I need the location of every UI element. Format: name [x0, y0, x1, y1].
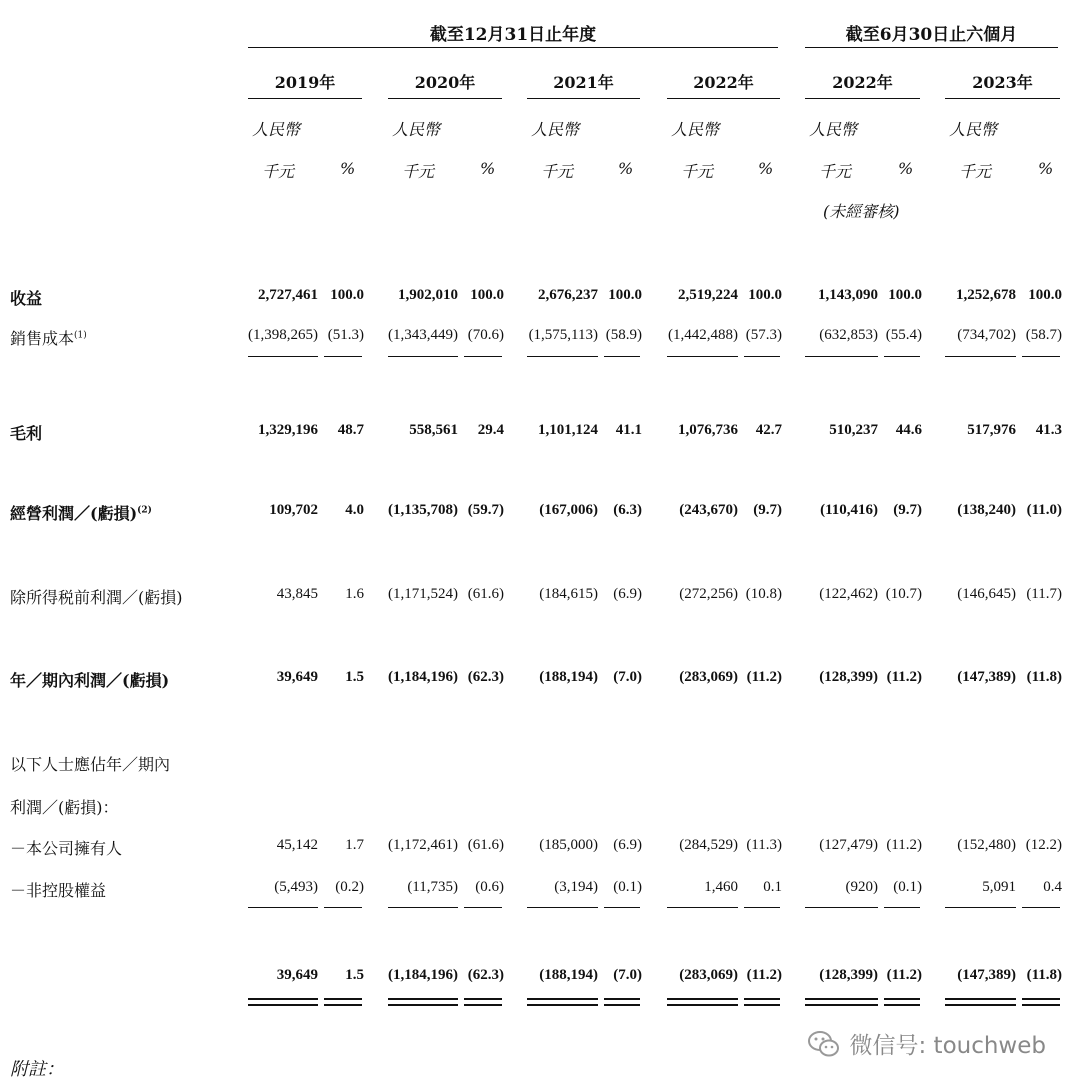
total-double-rule	[945, 998, 1016, 1006]
cell-amount: 2,519,224	[678, 287, 738, 303]
cell-percent: (0.6)	[475, 879, 504, 895]
year-header: 2023年	[972, 73, 1033, 92]
cell-amount: (1,343,449)	[388, 327, 458, 343]
cell-amount: (128,399)	[819, 967, 878, 983]
cell-amount: (1,184,196)	[388, 967, 458, 983]
unit-currency: 人民幣	[252, 120, 301, 139]
cell-amount: 1,143,090	[818, 287, 878, 303]
year-rule	[945, 98, 1060, 99]
cell-amount: (122,462)	[819, 586, 878, 602]
cell-percent: (11.2)	[886, 967, 922, 983]
unit-thousand: 千元	[541, 162, 574, 181]
cell-percent: (11.2)	[886, 837, 922, 853]
unit-currency: 人民幣	[671, 120, 720, 139]
unit-thousand: 千元	[681, 162, 714, 181]
unit-percent: %	[898, 159, 914, 178]
cell-percent: 4.0	[345, 502, 364, 518]
unit-currency: 人民幣	[531, 120, 580, 139]
unit-percent: %	[1038, 159, 1054, 178]
cell-percent: 0.4	[1043, 879, 1062, 895]
row-label: －非控股權益	[10, 881, 107, 900]
period-rule-annual	[248, 47, 778, 48]
subtotal-rule	[324, 356, 362, 357]
cell-percent: (0.1)	[613, 879, 642, 895]
row-label: 銷售成本$^{(1)}$	[10, 329, 87, 348]
cell-amount: (1,172,461)	[388, 837, 458, 853]
subtotal-rule	[527, 907, 598, 908]
cell-amount: 109,702	[269, 502, 318, 518]
cell-percent: (61.6)	[467, 586, 504, 602]
cell-amount: (920)	[845, 879, 878, 895]
row-label: 毛利	[10, 424, 43, 443]
cell-percent: (12.2)	[1025, 837, 1062, 853]
unaudited-note: (未經審核)	[823, 202, 900, 221]
cell-amount: (1,135,708)	[388, 502, 458, 518]
cell-percent: (11.0)	[1026, 502, 1062, 518]
row-label: 經營利潤／(虧損)$^{(2)}$	[10, 504, 152, 523]
cell-amount: (283,069)	[679, 669, 738, 685]
cell-percent: (58.7)	[1025, 327, 1062, 343]
year-rule	[248, 98, 362, 99]
cell-amount: 1,329,196	[258, 422, 318, 438]
subtotal-rule	[667, 907, 738, 908]
cell-amount: (146,645)	[957, 586, 1016, 602]
cell-amount: (152,480)	[957, 837, 1016, 853]
row-label: 以下人士應佔年／期內	[10, 755, 171, 774]
cell-amount: 5,091	[982, 879, 1016, 895]
subtotal-rule	[388, 356, 458, 357]
subtotal-rule	[324, 907, 362, 908]
cell-amount: (1,398,265)	[248, 327, 318, 343]
cell-percent: 1.7	[345, 837, 364, 853]
cell-percent: (11.2)	[746, 669, 782, 685]
unit-percent: %	[340, 159, 356, 178]
total-double-rule	[248, 998, 318, 1006]
cell-amount: (11,735)	[407, 879, 458, 895]
cell-amount: 558,561	[409, 422, 458, 438]
cell-amount: (284,529)	[679, 837, 738, 853]
cell-percent: (6.3)	[613, 502, 642, 518]
subtotal-rule	[464, 356, 502, 357]
cell-percent: (55.4)	[885, 327, 922, 343]
unit-currency: 人民幣	[949, 120, 998, 139]
footnote-heading: 附註：	[10, 1059, 64, 1080]
cell-amount: 1,101,124	[538, 422, 598, 438]
cell-percent: 44.6	[895, 422, 922, 438]
total-double-rule	[464, 998, 502, 1006]
cell-percent: 1.5	[345, 967, 364, 983]
subtotal-rule	[744, 907, 780, 908]
cell-amount: (147,389)	[957, 967, 1016, 983]
cell-percent: (6.9)	[613, 586, 642, 602]
cell-amount: (185,000)	[539, 837, 598, 853]
cell-amount: 1,252,678	[956, 287, 1016, 303]
unit-percent: %	[480, 159, 496, 178]
cell-amount: (188,194)	[539, 669, 598, 685]
cell-percent: 1.5	[345, 669, 364, 685]
cell-amount: (3,194)	[554, 879, 598, 895]
cell-percent: (7.0)	[613, 669, 642, 685]
subtotal-rule	[884, 907, 920, 908]
cell-percent: (59.7)	[467, 502, 504, 518]
cell-percent: 100.0	[888, 287, 922, 303]
subtotal-rule	[945, 356, 1016, 357]
cell-percent: 29.4	[477, 422, 504, 438]
cell-amount: 517,976	[967, 422, 1016, 438]
year-header: 2019年	[274, 73, 336, 92]
wechat-icon	[807, 1029, 841, 1059]
total-double-rule	[744, 998, 780, 1006]
row-label: 年／期內利潤／(虧損)	[10, 671, 170, 690]
cell-percent: (57.3)	[745, 327, 782, 343]
cell-percent: (62.3)	[467, 669, 504, 685]
cell-amount: 1,076,736	[678, 422, 738, 438]
cell-amount: (1,575,113)	[528, 327, 598, 343]
cell-percent: 100.0	[608, 287, 642, 303]
unit-thousand: 千元	[402, 162, 435, 181]
subtotal-rule	[805, 356, 878, 357]
unit-thousand: 千元	[819, 162, 852, 181]
subtotal-rule	[744, 356, 780, 357]
cell-amount: (283,069)	[679, 967, 738, 983]
cell-percent: 0.1	[763, 879, 782, 895]
cell-amount: (188,194)	[539, 967, 598, 983]
unit-percent: %	[618, 159, 634, 178]
total-double-rule	[324, 998, 362, 1006]
cell-percent: 48.7	[337, 422, 364, 438]
cell-percent: 100.0	[1028, 287, 1062, 303]
year-header: 2020年	[414, 73, 476, 92]
cell-amount: 1,460	[704, 879, 738, 895]
cell-percent: 42.7	[755, 422, 782, 438]
subtotal-rule	[604, 356, 640, 357]
year-rule	[667, 98, 780, 99]
cell-percent: 100.0	[330, 287, 364, 303]
year-rule	[805, 98, 920, 99]
cell-percent: (11.2)	[746, 967, 782, 983]
cell-percent: (58.9)	[605, 327, 642, 343]
subtotal-rule	[527, 356, 598, 357]
cell-amount: 2,676,237	[538, 287, 598, 303]
cell-percent: (11.8)	[1026, 967, 1062, 983]
cell-percent: (0.2)	[335, 879, 364, 895]
period-header-half: 截至6月30日止六個月	[845, 25, 1018, 45]
cell-percent: 41.3	[1035, 422, 1062, 438]
unit-currency: 人民幣	[809, 120, 858, 139]
cell-percent: (11.8)	[1026, 669, 1062, 685]
cell-percent: (7.0)	[613, 967, 642, 983]
cell-amount: (147,389)	[957, 669, 1016, 685]
cell-amount: 510,237	[829, 422, 878, 438]
year-rule	[527, 98, 640, 99]
cell-amount: (632,853)	[819, 327, 878, 343]
total-double-rule	[1022, 998, 1060, 1006]
footnote-ref: (2)	[137, 505, 152, 516]
cell-percent: (10.7)	[885, 586, 922, 602]
subtotal-rule	[884, 356, 920, 357]
cell-amount: (127,479)	[819, 837, 878, 853]
cell-amount: (138,240)	[957, 502, 1016, 518]
footnote-ref: (1)	[74, 330, 87, 341]
total-double-rule	[805, 998, 878, 1006]
cell-amount: (243,670)	[679, 502, 738, 518]
year-rule	[388, 98, 502, 99]
year-header: 2021年	[553, 73, 614, 92]
row-label: －本公司擁有人	[10, 839, 123, 858]
cell-amount: 39,649	[276, 967, 318, 983]
cell-percent: (62.3)	[467, 967, 504, 983]
cell-percent: 41.1	[615, 422, 642, 438]
cell-amount: (128,399)	[819, 669, 878, 685]
unit-percent: %	[758, 159, 774, 178]
cell-percent: (10.8)	[745, 586, 782, 602]
subtotal-rule	[388, 907, 458, 908]
cell-amount: (5,493)	[274, 879, 318, 895]
cell-amount: (734,702)	[957, 327, 1016, 343]
total-double-rule	[884, 998, 920, 1006]
subtotal-rule	[1022, 907, 1060, 908]
cell-percent: 100.0	[470, 287, 504, 303]
cell-percent: (51.3)	[327, 327, 364, 343]
total-double-rule	[667, 998, 738, 1006]
cell-amount: (1,184,196)	[388, 669, 458, 685]
subtotal-rule	[945, 907, 1016, 908]
cell-percent: (9.7)	[753, 502, 782, 518]
cell-amount: (1,171,524)	[388, 586, 458, 602]
cell-percent: (6.9)	[613, 837, 642, 853]
year-header: 2022年	[693, 73, 754, 92]
watermark-text: 微信号: touchweb	[849, 1033, 1046, 1059]
cell-percent: 1.6	[345, 586, 364, 602]
total-double-rule	[604, 998, 640, 1006]
cell-amount: (167,006)	[539, 502, 598, 518]
subtotal-rule	[805, 907, 878, 908]
cell-amount: (184,615)	[539, 586, 598, 602]
subtotal-rule	[667, 356, 738, 357]
cell-percent: (61.6)	[467, 837, 504, 853]
cell-amount: 45,142	[276, 837, 318, 853]
row-label: 除所得税前利潤／(虧損)	[10, 588, 183, 607]
row-label: 利潤／(虧損)：	[10, 798, 119, 817]
period-header-annual: 截至12月31日止年度	[429, 25, 597, 45]
period-rule-half	[805, 47, 1058, 48]
cell-amount: (110,416)	[820, 502, 878, 518]
wechat-watermark	[807, 1027, 1046, 1060]
cell-amount: 2,727,461	[258, 287, 318, 303]
cell-percent: (11.2)	[886, 669, 922, 685]
cell-percent: 100.0	[748, 287, 782, 303]
cell-percent: (11.7)	[1026, 586, 1062, 602]
row-label: 收益	[10, 289, 43, 308]
subtotal-rule	[248, 356, 318, 357]
total-double-rule	[388, 998, 458, 1006]
year-header: 2022年	[832, 73, 893, 92]
unit-thousand: 千元	[959, 162, 992, 181]
cell-amount: 43,845	[276, 586, 318, 602]
cell-percent: (0.1)	[893, 879, 922, 895]
cell-amount: 39,649	[276, 669, 318, 685]
cell-percent: (11.3)	[746, 837, 782, 853]
subtotal-rule	[464, 907, 502, 908]
cell-amount: 1,902,010	[398, 287, 458, 303]
cell-percent: (70.6)	[467, 327, 504, 343]
subtotal-rule	[1022, 356, 1060, 357]
unit-currency: 人民幣	[392, 120, 441, 139]
subtotal-rule	[248, 907, 318, 908]
cell-percent: (9.7)	[893, 502, 922, 518]
unit-thousand: 千元	[262, 162, 295, 181]
cell-amount: (1,442,488)	[668, 327, 738, 343]
cell-amount: (272,256)	[679, 586, 738, 602]
subtotal-rule	[604, 907, 640, 908]
total-double-rule	[527, 998, 598, 1006]
